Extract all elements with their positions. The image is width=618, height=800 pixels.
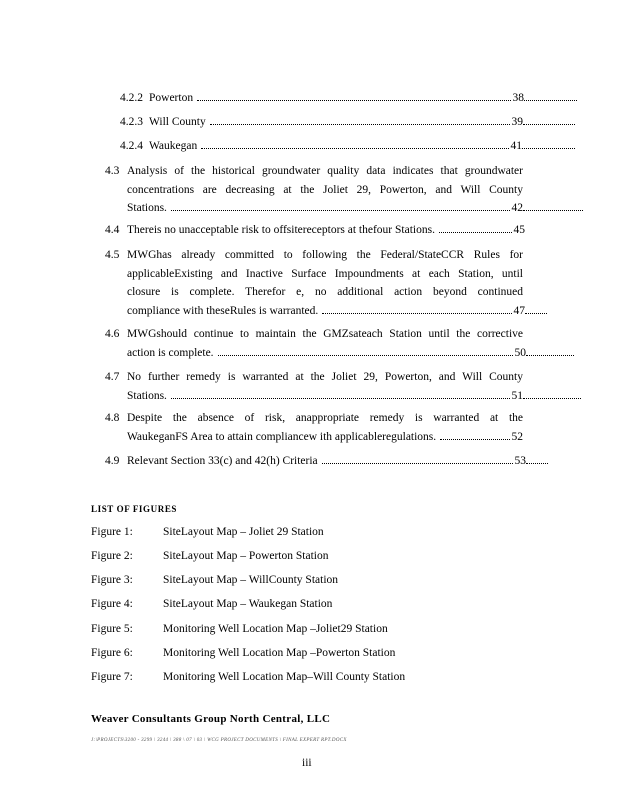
toc-entry-page: 39 [511,116,523,128]
toc-entry-last-line [127,428,523,447]
toc-entry-number: 4.3 [105,165,120,177]
toc-entry-line: MWGhas already committed to following the Federal/StateCCR Rules for [127,249,523,261]
toc-entry-number: 4.5 [105,249,120,261]
dot-leader [210,123,510,125]
figure-label: Figure 4: [91,598,133,610]
dot-leader-trail [524,99,577,101]
toc-entry-number: 4.7 [105,371,120,383]
toc-entry-page: 38 [512,92,524,104]
toc-entry-number: 4.6 [105,328,120,340]
figure-label: Figure 1: [91,526,133,538]
toc-entry-text: Stations. [127,389,167,402]
figure-entry [91,550,328,562]
toc-entry-page: 45 [513,224,525,236]
figure-entry [91,598,332,610]
toc-entry-line: No further remedy is warranted at the Joliet 29, Powerton, and Will County [127,371,523,383]
dot-leader [439,231,512,233]
toc-entry-last-line [127,199,583,218]
figure-entry [91,623,388,635]
dot-leader-trail [525,312,547,314]
dot-leader [171,209,510,211]
dot-leader-trail [522,147,575,149]
company-name: Weaver Consultants Group North Central, LLC [91,713,331,725]
figure-title: Monitoring Well Location Map –Powerton Station [163,647,396,659]
toc-entry-page: 47 [513,304,525,317]
toc-entry-last-line [127,344,574,363]
page-number: iii [302,757,312,769]
toc-entry-line: applicableExisting and Inactive Surface Impoundments at each Station, until [127,267,523,280]
toc-entry-title: Waukegan [149,140,198,152]
figure-label: Figure 7: [91,671,133,683]
dot-leader [171,397,510,399]
figure-label: Figure 5: [91,623,133,635]
dot-leader [440,438,509,440]
toc-entry-number: 4.4 [105,224,120,236]
toc-entry-number: 4.8 [105,412,120,424]
dot-leader-trail [526,462,548,464]
toc-entry-line: MWGshould continue to maintain the GMZsateach Station until the corrective [127,328,523,340]
toc-entry-page: 53 [514,455,526,467]
figure-label: Figure 2: [91,550,133,562]
toc-entry-page: 52 [511,430,523,443]
toc-entry-line: concentrations are decreasing at the Joliet 29, Powerton, and Will County [127,183,523,196]
dot-leader [197,99,510,101]
toc-entry-text: action is complete. [127,346,214,359]
figure-title: SiteLayout Map – Powerton Station [163,550,329,562]
toc-entry-last-line [127,221,525,240]
figure-title: SiteLayout Map – Waukegan Station [163,598,333,610]
dot-leader [218,354,513,356]
toc-entry-page: 41 [510,140,522,152]
figure-label: Figure 3: [91,574,133,586]
toc-entry-4-2-2 [120,92,577,105]
dot-leader [201,147,508,149]
toc-entry-title: Powerton [149,92,194,104]
toc-entry-line: Analysis of the historical groundwater quality data indicates that groundwater [127,165,523,177]
file-path: J:\PROJECTS\3200 - 3299 \ 3244 \ 388 \ 07 \ 03 \ WCG PROJECT DOCUMENTS \ FINAL EXPERT RPT.DOCX [91,738,347,743]
dot-leader-trail [523,397,581,399]
figure-entry [91,574,338,586]
toc-entry-last-line [127,452,548,471]
toc-entry-number: 4.2.4 [120,140,143,152]
toc-entry-line: Despite the absence of risk, anappropriate remedy is warranted at the [127,412,523,424]
toc-entry-text: Relevant Section 33(c) and 42(h) Criteria [127,455,318,467]
toc-entry-number: 4.9 [105,455,120,467]
dot-leader-trail [523,209,583,211]
toc-entry-page: 50 [514,346,526,359]
toc-entry-4-2-3 [120,116,575,129]
dot-leader [322,462,513,464]
toc-entry-line: closure is complete. Therefor e, no additional action beyond continued [127,286,523,298]
list-of-figures-heading: LIST OF FIGURES [91,504,178,514]
toc-entry-text: WaukeganFS Area to attain compliancew ith applicableregulations. [127,430,437,443]
figure-entry [91,647,395,659]
toc-entry-text: compliance with theseRules is warranted. [127,304,319,317]
figure-title: Monitoring Well Location Map–Will County Station [163,671,406,683]
dot-leader [322,312,511,314]
figure-title: Monitoring Well Location Map –Joliet29 Station [163,623,388,635]
toc-entry-number: 4.2.3 [120,116,143,128]
figure-entry [91,671,405,683]
toc-entry-number: 4.2.2 [120,92,143,104]
toc-entry-text: Thereis no unacceptable risk to offsitereceptors at thefour Stations. [127,224,435,236]
dot-leader-trail [526,354,574,356]
toc-entry-last-line [127,387,581,406]
toc-entry-text: Stations. [127,202,167,214]
figure-label: Figure 6: [91,647,133,659]
toc-entry-title: Will County [149,116,206,128]
toc-entry-last-line [127,302,547,321]
dot-leader-trail [523,123,575,125]
toc-entry-page: 42 [511,202,523,214]
toc-entry-page: 51 [511,389,523,402]
figure-entry [91,526,324,538]
figure-title: SiteLayout Map – Joliet 29 Station [163,526,324,538]
figure-title: SiteLayout Map – WillCounty Station [163,574,339,586]
toc-entry-4-2-4 [120,140,575,153]
